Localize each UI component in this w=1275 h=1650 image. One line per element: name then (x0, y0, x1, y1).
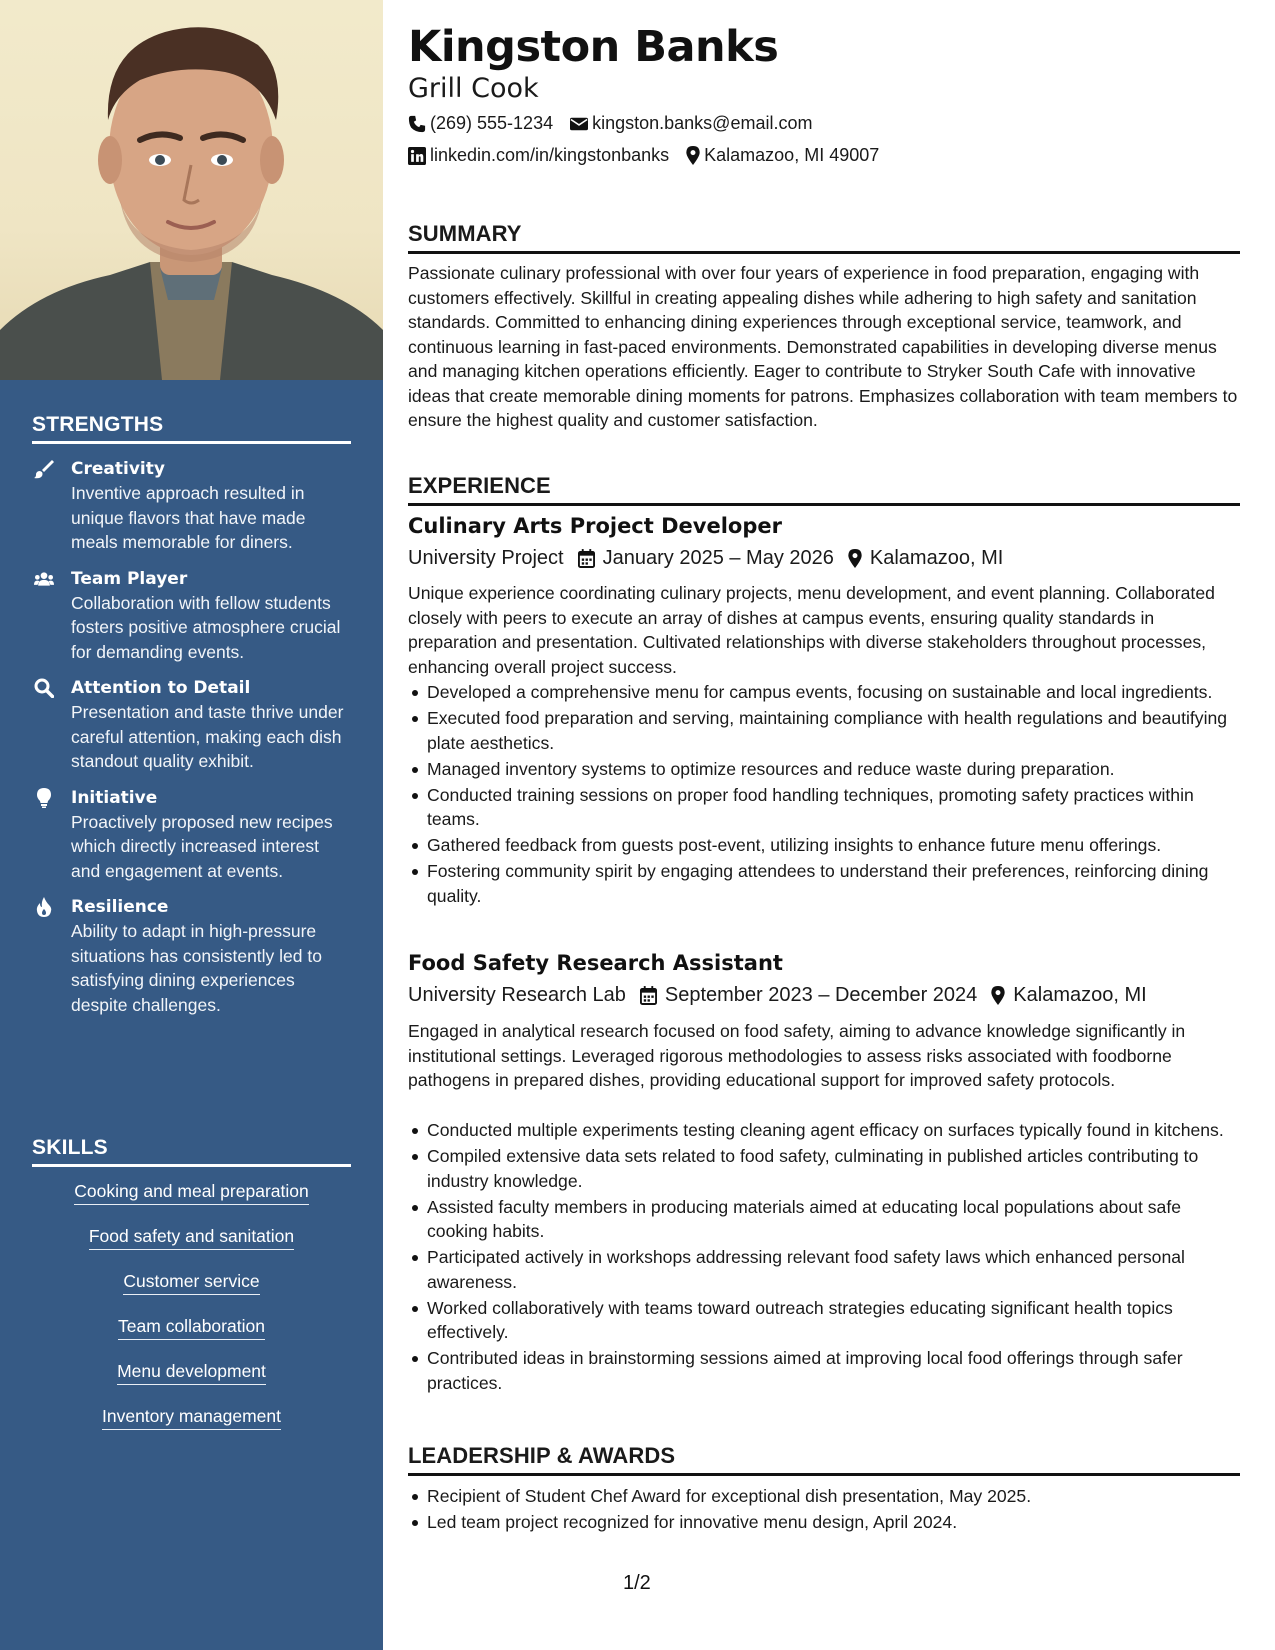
strength-description: Proactively proposed new recipes which directly increased interest and engagement at events. (71, 811, 333, 881)
contact-email (570, 113, 812, 134)
skills-heading: SKILLS (32, 1136, 351, 1167)
candidate-name: Kingston Banks (408, 22, 779, 72)
skills-list (32, 1179, 351, 1449)
strength-title: Creativity (71, 459, 165, 479)
skill-item: Cooking and meal preparation (32, 1179, 351, 1224)
skill-item: Team collaboration (32, 1314, 351, 1359)
job-location: Kalamazoo, MI (991, 984, 1146, 1007)
summary-heading: SUMMARY (408, 221, 1240, 254)
strength-item (32, 895, 351, 1017)
bullet-item: Contributed ideas in brainstorming sessions aimed at improving local food offerings through safer practices. (408, 1346, 1240, 1395)
summary-text: Passionate culinary professional with over four years of experience in food preparation, engaging with customers effectively. Skillful in creating appealing dishes while adhering to high safety and sanitation standards. Committed to enhancing dining experiences through exceptional service, teamwork, and continuous learning in fast-paced environments. Demonstrated capabilities in developing diverse menus and managing kitchen operations efficiently. Eager to contribute to Stryker South Cafe with innovative ideas that create memorable dining moments for patrons. Emphasizes collaboration with team members to ensure the highest quality and customer satisfaction. (408, 263, 1238, 430)
strength-title: Resilience (71, 897, 169, 917)
bullet-item: Participated actively in workshops addressing relevant food safety laws which enhanced personal awareness. (408, 1245, 1240, 1294)
search-icon (34, 678, 54, 698)
bullet-item: Executed food preparation and serving, maintaining compliance with health regulations and beautifying plate aesthetics. (408, 706, 1240, 755)
bullet-item: Developed a comprehensive menu for campus events, focusing on sustainable and local ingredients. (408, 680, 1240, 705)
contact-linkedin (408, 145, 669, 166)
contact-location (686, 145, 879, 166)
award-item: Led team project recognized for innovative menu design, April 2024. (408, 1510, 1240, 1535)
strength-title: Initiative (71, 787, 158, 808)
strength-item (32, 457, 351, 555)
experience-heading: EXPERIENCE (408, 473, 1240, 506)
bullet-item: Compiled extensive data sets related to food safety, culminating in published articles contributing to industry knowledge. (408, 1144, 1240, 1193)
strength-description: Ability to adapt in high-pressure situations has consistently led to satisfying dining experiences despite challenges. (71, 921, 322, 1015)
job-title: Food Safety Research Assistant (408, 951, 783, 975)
job-dates: January 2025 – May 2026 (578, 547, 834, 570)
strengths-heading: STRENGTHS (32, 413, 351, 444)
strength-description: Presentation and taste thrive under careful attention, making each dish standout quality exhibit. (71, 702, 344, 771)
strength-description: Collaboration with fellow students fosters positive atmosphere crucial for demanding events. (71, 592, 341, 662)
bullet-item: Conducted training sessions on proper food handling techniques, promoting safety practices within teams. (408, 783, 1240, 832)
email-icon (570, 116, 588, 132)
job-organization: University Project (408, 547, 564, 569)
map-pin-icon (848, 549, 862, 568)
bullet-item: Managed inventory systems to optimize resources and reduce waste during preparation. (408, 757, 1240, 782)
award-item: Recipient of Student Chef Award for exceptional dish presentation, May 2025. (408, 1484, 1240, 1509)
candidate-role: Grill Cook (408, 73, 539, 104)
users-icon (34, 569, 54, 589)
contact-phone (408, 113, 553, 134)
calendar-icon (578, 549, 595, 568)
skill-item: Food safety and sanitation (32, 1224, 351, 1269)
map-pin-icon (991, 986, 1005, 1005)
bullet-item: Conducted multiple experiments testing cleaning agent efficacy on surfaces typically found in kitchens. (408, 1118, 1240, 1143)
page-number: 1/2 (623, 1572, 651, 1594)
phone-text: (269) 555-1234 (430, 113, 554, 133)
strength-description: Inventive approach resulted in unique flavors that have made meals memorable for diners. (71, 483, 306, 552)
phone-icon (408, 115, 426, 133)
bullet-item: Gathered feedback from guests post-event, utilizing insights to enhance future menu offerings. (408, 833, 1240, 858)
strength-item (32, 676, 351, 774)
sidebar (0, 0, 383, 1650)
awards-heading: LEADERSHIP & AWARDS (408, 1443, 1240, 1476)
job-bullets (408, 1118, 1240, 1397)
contact-row (408, 113, 829, 134)
job-description: Engaged in analytical research focused on food safety, aiming to advance knowledge significantly in institutional settings. Leveraged rigorous methodologies to assess risks associated with foodborne pathogens in prepared dishes, providing educational support for improved safety protocols. (408, 1021, 1186, 1090)
linkedin-icon (408, 147, 426, 165)
location-text: Kalamazoo, MI 49007 (704, 145, 880, 165)
email-text[interactable]: kingston.banks@email.com (592, 113, 813, 133)
bullet-item: Fostering community spirit by engaging attendees to understand their preferences, reinforcing dining quality. (408, 859, 1240, 908)
bullet-item: Assisted faculty members in producing materials aimed at educating local populations about safe cooking habits. (408, 1195, 1240, 1244)
contact-row (408, 145, 896, 166)
flame-icon (34, 897, 54, 917)
profile-photo (0, 0, 383, 380)
job-description: Unique experience coordinating culinary projects, menu development, and event planning. Collaborated closely with peers to execute an array of dishes at campus events, ensuring quality standards in preparation and presentation. Cultivated relationships with diverse stakeholders throughout processes, enhancing overall project success. (408, 583, 1215, 677)
lightbulb-icon (34, 788, 54, 808)
linkedin-text[interactable]: linkedin.com/in/kingstonbanks (430, 145, 670, 165)
job-organization: University Research Lab (408, 984, 626, 1006)
job-meta (408, 984, 1161, 1007)
bullet-item: Worked collaboratively with teams toward outreach strategies educating significant health topics effectively. (408, 1296, 1240, 1345)
skill-item: Customer service (32, 1269, 351, 1314)
strength-item (32, 567, 351, 665)
job-bullets (408, 680, 1240, 910)
skill-item: Inventory management (32, 1404, 351, 1449)
map-pin-icon (686, 146, 700, 165)
job-dates: September 2023 – December 2024 (640, 984, 977, 1007)
skill-item: Menu development (32, 1359, 351, 1404)
skills-section (32, 1136, 351, 1449)
strengths-section (32, 413, 351, 1017)
strength-item (32, 786, 351, 884)
strength-title: Team Player (71, 568, 188, 589)
paintbrush-icon (34, 459, 54, 479)
awards-list (408, 1484, 1240, 1536)
job-title: Culinary Arts Project Developer (408, 514, 782, 538)
calendar-icon (640, 986, 657, 1005)
job-meta (408, 547, 1017, 570)
job-location: Kalamazoo, MI (848, 547, 1003, 570)
strength-title: Attention to Detail (71, 678, 251, 698)
